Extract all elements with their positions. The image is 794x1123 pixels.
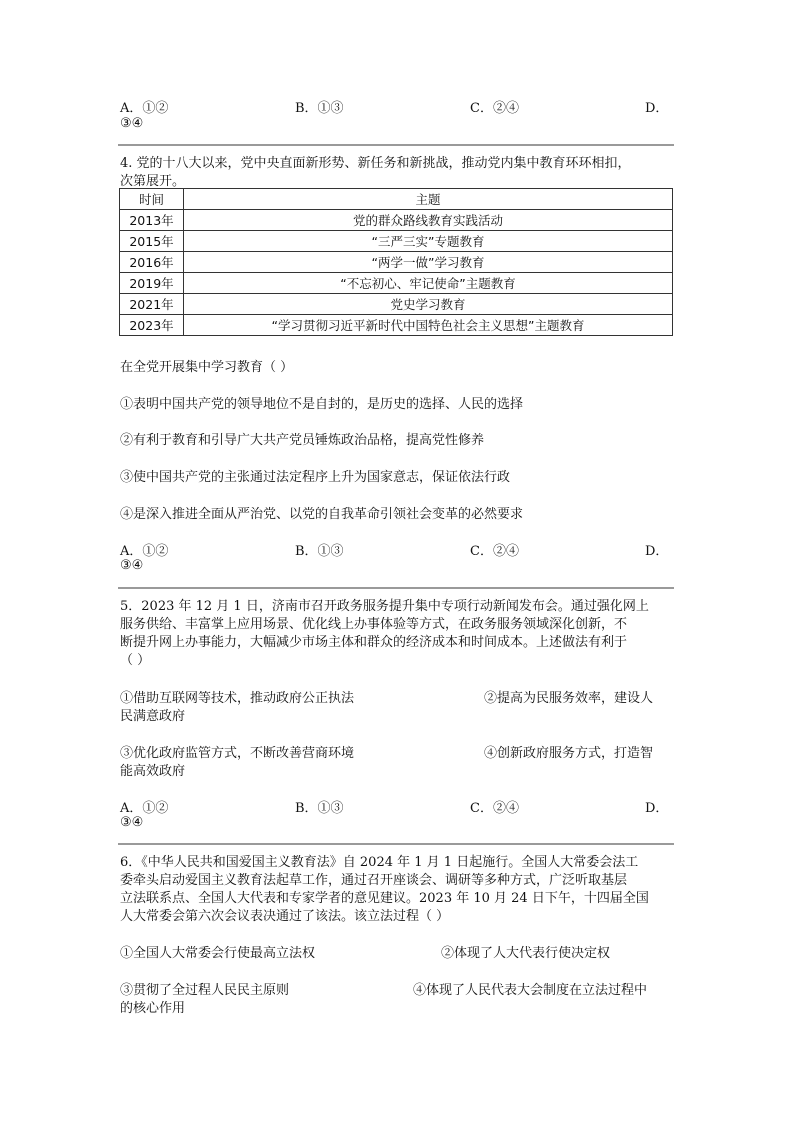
q5-statement-2: ②提高为民服务效率，建设人	[484, 691, 654, 706]
cell-topic: “两学一做”学习教育	[184, 252, 673, 273]
q6-stem-line3: 立法联系点、全国人大代表和专家学者的意见建议。2023 年 10 月 24 日下午，十四届全国	[120, 891, 649, 906]
option-c: C．②④	[470, 801, 519, 816]
option-d: D．	[645, 801, 669, 816]
q4-question: 在全党开展集中学习教育（ ）	[120, 360, 294, 375]
option-d: D．	[645, 544, 669, 559]
separator	[118, 587, 674, 589]
table-row	[120, 210, 673, 231]
table-row	[120, 273, 673, 294]
separator	[118, 843, 674, 845]
table-row	[120, 294, 673, 315]
option-a: A．①②	[120, 101, 169, 116]
education-table	[119, 188, 673, 336]
q6-stem-line4: 人大常委会第六次会议表决通过了该法。该立法过程（ ）	[120, 909, 450, 924]
header-topic: 主题	[184, 189, 673, 210]
cell-year: 2013年	[120, 210, 184, 231]
q5-stem-line4: （ ）	[120, 653, 151, 668]
separator	[118, 144, 674, 146]
cell-year: 2019年	[120, 273, 184, 294]
q6-stem-line1: 6．《中华人民共和国爱国主义教育法》自 2024 年 1 月 1 日起施行。全国人大常委会法工	[120, 855, 639, 870]
q5-statement-2-cont: 民满意政府	[120, 709, 186, 724]
cell-topic: “三严三实”专题教育	[184, 231, 673, 252]
q5-stem-line1: 5．2023 年 12 月 1 日，济南市召开政务服务提升集中专项行动新闻发布会。通过强化网上	[120, 599, 649, 614]
cell-year: 2016年	[120, 252, 184, 273]
q6-statement-4-cont: 的核心作用	[120, 1001, 186, 1016]
option-d-value: ③④	[120, 558, 144, 573]
option-d: D．	[645, 101, 669, 116]
q5-statement-4: ④创新政府服务方式，打造智	[484, 746, 654, 761]
q4-stem-line2: 次第展开。	[120, 174, 186, 189]
cell-topic: 党史学习教育	[184, 294, 673, 315]
cell-year: 2023年	[120, 315, 184, 336]
q4-stem-line1: 4. 党的十八大以来，党中央直面新形势、新任务和新挑战，推动党内集中教育环环相扣，	[120, 156, 631, 171]
option-c: C．②④	[470, 544, 519, 559]
q5-statement-4-cont: 能高效政府	[120, 764, 186, 779]
option-d-value: ③④	[120, 116, 144, 131]
option-b: B．①③	[295, 801, 344, 816]
table-row	[120, 231, 673, 252]
cell-topic: 党的群众路线教育实践活动	[184, 210, 673, 231]
table-header-row	[120, 189, 673, 210]
header-time: 时间	[120, 189, 184, 210]
option-b: B．①③	[295, 544, 344, 559]
cell-topic: “学习贯彻习近平新时代中国特色社会主义思想”主题教育	[184, 315, 673, 336]
cell-year: 2015年	[120, 231, 184, 252]
q5-statement-1: ①借助互联网等技术，推动政府公正执法	[120, 691, 355, 706]
option-b: B．①③	[295, 101, 344, 116]
option-a: A．①②	[120, 544, 169, 559]
q4-statement-1: ①表明中国共产党的领导地位不是自封的，是历史的选择、人民的选择	[120, 397, 524, 412]
q6-stem-line2: 委牵头启动爱国主义教育法起草工作，通过召开座谈会、调研等多种方式，广泛听取基层	[120, 873, 628, 888]
cell-topic: “不忘初心、牢记使命”主题教育	[184, 273, 673, 294]
option-d-value: ③④	[120, 815, 144, 830]
q6-statement-4: ④体现了人民代表大会制度在立法过程中	[413, 983, 648, 998]
q4-statement-3: ③使中国共产党的主张通过法定程序上升为国家意志，保证依法行政	[120, 470, 511, 485]
option-a: A．①②	[120, 801, 169, 816]
q6-statement-3: ③贯彻了全过程人民民主原则	[120, 983, 290, 998]
q6-statement-1: ①全国人大常委会行使最高立法权	[120, 946, 316, 961]
q6-statement-2: ②体现了人大代表行使决定权	[441, 946, 611, 961]
q5-stem-line2: 服务供给、丰富掌上应用场景、优化线上办事体验等方式，在政务服务领域深化创新，不	[120, 617, 628, 632]
q4-statement-4: ④是深入推进全面从严治党、以党的自我革命引领社会变革的必然要求	[120, 507, 524, 522]
cell-year: 2021年	[120, 294, 184, 315]
table-row	[120, 315, 673, 336]
q5-statement-3: ③优化政府监管方式，不断改善营商环境	[120, 746, 355, 761]
q4-statement-2: ②有利于教育和引导广大共产党员锤炼政治品格，提高党性修养	[120, 433, 485, 448]
table-row	[120, 252, 673, 273]
q5-stem-line3: 断提升网上办事能力，大幅减少市场主体和群众的经济成本和时间成本。上述做法有利于	[120, 635, 628, 650]
option-c: C．②④	[470, 101, 519, 116]
